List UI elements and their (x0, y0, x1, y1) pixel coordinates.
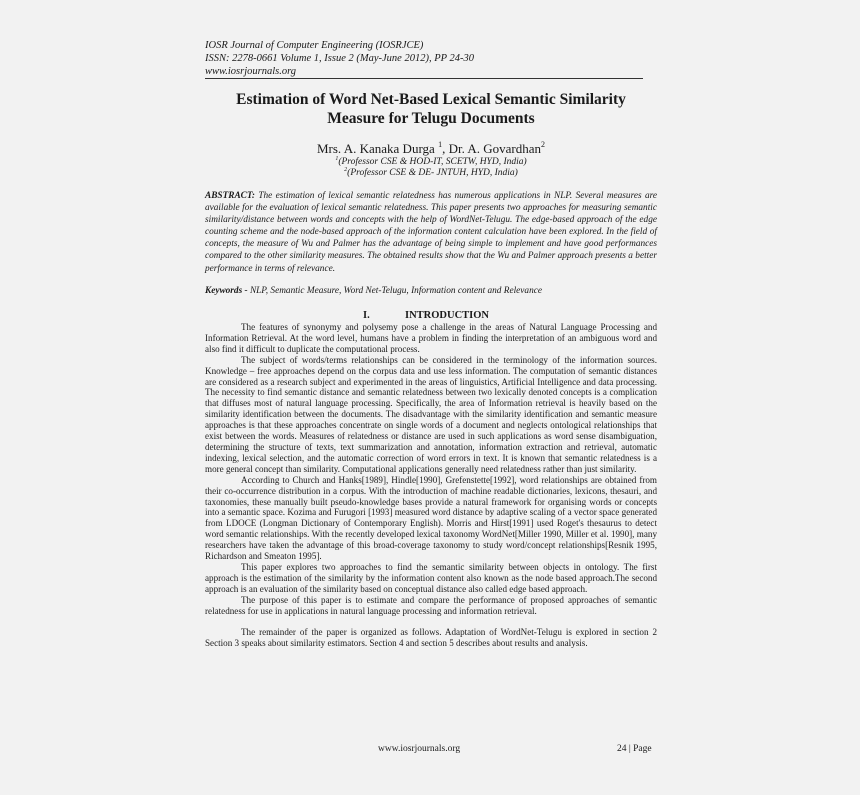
paper-title (205, 90, 657, 128)
affiliation-1-text: (Professor CSE & HOD-IT, SCETW, HYD, India) (338, 157, 527, 167)
journal-header (205, 39, 645, 78)
author-1-mark: 1 (438, 140, 443, 149)
keywords-text: NLP, Semantic Measure, Word Net-Telugu, Information content and Relevance (249, 286, 542, 296)
affiliation-1-mark: 1 (335, 156, 339, 162)
author-1-name: Mrs. A. Kanaka Durga (316, 141, 435, 156)
affiliation-2-text: (Professor CSE & DE- JNTUH, HYD, India) (347, 168, 518, 178)
abstract-label: ABSTRACT: (205, 191, 255, 201)
journal-website: www.iosrjournals.org (205, 66, 297, 77)
paragraph: The remainder of the paper is organized as follows. Adaptation of WordNet-Telugu is explored in section 2 Section 3 speaks about similarity estimators. Section 4 and section 5 describes about results and analysis. (205, 627, 657, 649)
paragraph: The purpose of this paper is to estimate and compare the performance of proposed approaches of semantic relatedness for use in applications in natural language processing and information retrieval. (205, 594, 657, 616)
journal-name: IOSR Journal of Computer Engineering (IOSRJCE) (205, 40, 424, 51)
section-number: I. (363, 310, 370, 321)
paragraph: This paper explores two approaches to find the semantic similarity between objects in ontology. The first approach is the estimation of the similarity by the information content also known as the node based approach.The second approach is an evaluation of the similarity based on conceptual distance also called edge based approach. (205, 561, 657, 594)
journal-issn: ISSN: 2278-0661 Volume 1, Issue 2 (May-June 2012), PP 24-30 (205, 53, 474, 64)
footer-website: www.iosrjournals.org (378, 744, 461, 754)
paragraph: The subject of words/terms relationships can be considered in the terminology of the information sources. Knowledge – free approaches depend on the corpus data and use less information. The computation of semantic distances are considered as a research subject and experimented in the areas of linguistics, Artificial Intelligence and data processing. The necessity to find semantic distance and semantic relatedness between two lexically denoted concepts is a complication that diffuses most of natural language processing. Specifically, the area of Information retrieval is heavily based on the similarity identification between the documents. The disadvantage with the similarity identification and semantic measure approaches is that these approaches concentrate on single words of a document and neglects ontological relationships that exist between the words. Measures of relatedness or distance are used in such applications as word sense disambiguation, determining the structure of texts, text summarization and annotation, information extraction and retrieval, automatic indexing, lexical selection, and the automatic correction of word errors in text. It is known that semantic relatedness is a more general concept than similarity. Computational applications generally need relatedness rather than just similarity. (205, 354, 657, 474)
section-name: INTRODUCTION (405, 310, 490, 321)
affiliation-2 (205, 165, 657, 179)
footer-page-number: 24 | Page (617, 744, 652, 754)
paragraph: According to Church and Hanks[1989], Hindle[1990], Grefenstette[1992], word relationships are obtained from their co-occurrence distribution in a corpus. With the introduction of machine readable dictionaries, lexicons, thesauri, and taxonomies, these manually built pseudo-knowledge bases provide a natural framework for organising words or concepts into a semantic space. Kozima and Furugori [1993] measured word distance by adaptive scaling of a vector space generated from LDOCE (Longman Dictionary of Contemporary English). Morris and Hirst[1991] used Roget's thesaurus to detect word semantic relationships. With the recently developed lexical taxonomy WordNet[Miller 1990, Miller et al. 1990], many researchers have taken the advantage of this broad-coverage taxonomy to study word/concept relationships[Resnik 1995, Richardson and Smeaton 1995]. (205, 474, 657, 562)
abstract (205, 190, 657, 275)
affiliation-2-mark: 2 (344, 167, 348, 173)
title-line-2: Measure for Telugu Documents (327, 110, 535, 127)
body-text (205, 322, 657, 649)
keywords (205, 285, 657, 297)
author-2-name: Dr. A. Govardhan (448, 141, 541, 156)
author-separator: , (442, 141, 449, 156)
header-rule (205, 78, 643, 79)
keywords-label: Keywords - (205, 286, 248, 296)
author-2-mark: 2 (541, 140, 545, 149)
abstract-text: The estimation of lexical semantic relatedness has numerous applications in NLP. Several measures are available for the evaluation of lexical semantic relatedness. This paper presents two approaches for measuring semantic similarity/distance between words and concepts with the help of WordNet-Telugu. The edge-based approach of the edge counting scheme and the node-based approach of the information content calculation have been explored. In the field of concepts, the measure of Wu and Palmer has the advantage of being simple to implement and have good performances compared to the other similarity measures. The obtained results show that the Wu and Palmer approach presents a better performance in terms of relevance. (205, 191, 657, 274)
paragraph: The features of synonymy and polysemy pose a challenge in the areas of Natural Language Processing and Information Retrieval. At the word level, humans have a problem in finding the interpretation of an ambiguous word and also find it difficult to duplicate the computational process. (205, 322, 657, 354)
title-line-1: Estimation of Word Net-Based Lexical Semantic Similarity (236, 91, 626, 108)
